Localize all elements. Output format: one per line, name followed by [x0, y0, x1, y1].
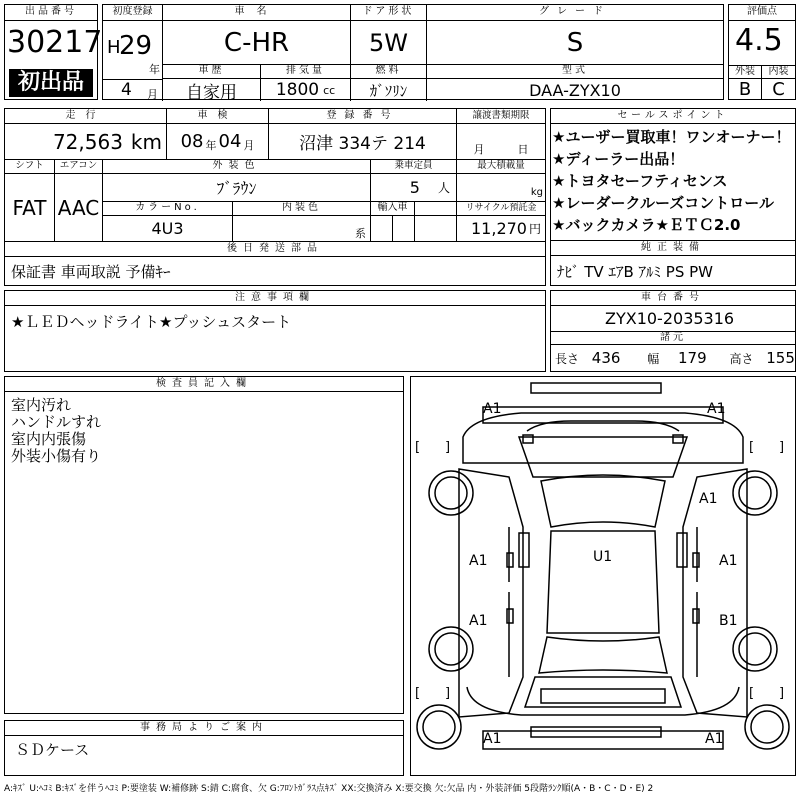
int-color-unit: 系	[355, 226, 366, 240]
recycle-label: リサイクル預託金	[457, 202, 545, 216]
office-note: ＳＤケース	[15, 741, 90, 759]
length-label: 長さ	[555, 352, 580, 366]
svg-text:]: ]	[779, 686, 785, 701]
model: DAA-ZYX10	[529, 80, 621, 100]
damage-mark: A1	[707, 401, 726, 417]
car-name: C-HR	[163, 21, 351, 65]
sales-points-box	[550, 108, 796, 241]
main-header-box	[102, 4, 724, 100]
reg-year-unit: 年	[149, 63, 160, 76]
int-label: 内装	[762, 65, 795, 79]
score-box	[728, 4, 796, 100]
width: 179	[678, 349, 707, 367]
plate-label: 登録番号	[269, 109, 457, 124]
mileage: 72,563	[52, 129, 123, 154]
damage-mark: U1	[593, 549, 613, 565]
inspection-month-unit: 月	[243, 138, 255, 152]
reg-month-unit: 月	[147, 88, 158, 101]
recycle: 11,270	[471, 219, 527, 238]
capacity-cell	[371, 174, 457, 202]
capacity-label: 乗車定員	[371, 160, 457, 174]
mileage-cell	[5, 124, 167, 160]
sales-point-item: ★ディーラー出品！	[552, 150, 685, 168]
score: 4.5	[735, 23, 783, 58]
reg-month-cell	[103, 79, 163, 101]
car-diagram-box	[410, 376, 796, 776]
name-label: 車名	[163, 5, 351, 21]
equipment-label: 純正装備	[551, 241, 795, 256]
displacement: 1800	[275, 80, 320, 100]
history-label: 車歴	[163, 65, 261, 79]
inspector-label: 検査員記入欄	[5, 377, 403, 392]
load-cell	[457, 174, 545, 202]
model-label: 型式	[427, 65, 723, 79]
recycle-unit: 円	[528, 222, 541, 236]
door-type: 5W	[351, 21, 427, 65]
lot-number: 30217	[7, 25, 103, 60]
int-rating: C	[772, 79, 785, 99]
exterior-color: ﾌﾞﾗｳﾝ	[103, 174, 371, 202]
displacement-cell	[261, 79, 351, 101]
transfer-month-unit: 月	[473, 142, 485, 156]
chassis-box	[550, 290, 796, 372]
first-listing-badge: 初出品	[9, 69, 93, 97]
inspection-year-unit: 年	[205, 138, 217, 152]
mileage-unit: km	[130, 129, 162, 154]
color-no: 4U3	[103, 216, 233, 242]
caution-box	[4, 290, 546, 372]
damage-mark: A1	[705, 731, 724, 747]
svg-text:[: [	[749, 686, 755, 701]
height-label: 高さ	[729, 352, 754, 366]
caution: ★ＬＥＤヘッドライト★プッシュスタート	[11, 313, 292, 331]
import-label: 輸入車	[371, 202, 415, 216]
score-label: 評価点	[729, 5, 795, 21]
ext-label: 外装	[729, 65, 762, 79]
caution-label: 注意事項欄	[5, 291, 545, 306]
import-value-a	[371, 216, 393, 242]
later-parts: 保証書 車両取説 予備ｷｰ	[11, 263, 171, 281]
import-spacer	[415, 202, 457, 216]
svg-text:[: [	[749, 440, 755, 455]
shift: FAT	[5, 174, 55, 242]
width-label: 幅	[647, 352, 660, 366]
details-box	[4, 108, 546, 286]
svg-text:[: [	[415, 686, 421, 701]
inspector-line: ハンドルすれ	[11, 413, 102, 431]
lot-box	[4, 4, 103, 100]
damage-mark: A1	[483, 731, 502, 747]
load-label: 最大積載量	[457, 160, 545, 174]
fuel: ｶﾞｿﾘﾝ	[351, 79, 427, 101]
first-reg-label: 初度登録	[103, 5, 163, 21]
transfer-day-unit: 日	[517, 142, 529, 156]
svg-text:[: [	[415, 440, 421, 455]
car-diagram	[411, 377, 795, 775]
sales-point-item: ★レーダークルーズコントロール	[552, 194, 774, 212]
import-value-c	[415, 216, 457, 242]
inspector-box	[4, 376, 404, 714]
capacity: 5	[409, 178, 420, 197]
inspection-year: 08	[180, 131, 204, 152]
legend: A:ｷｽﾞ U:ﾍｺﾐ B:ｷｽﾞを伴うﾍｺﾐ P:要塗装 W:補修跡 S:錆 C:腐食、欠 G:ﾌﾛﾝﾄｶﾞﾗｽ点ｷｽﾞ XX:交換済み X:要交換 欠:欠品 内・外装評価 5段階ﾗﾝｸ順(A・B・C・D・E) 2	[4, 784, 654, 794]
damage-mark: A1	[483, 401, 502, 417]
capacity-unit: 人	[437, 181, 450, 195]
fuel-label: 燃料	[351, 65, 427, 79]
inspection-label: 車検	[167, 109, 269, 124]
inspection-month: 04	[218, 131, 242, 152]
reg-year: 29	[119, 31, 153, 61]
import-value-b	[393, 216, 415, 242]
damage-mark: B1	[719, 613, 738, 629]
svg-text:]: ]	[779, 440, 785, 455]
door-label: ドア形状	[351, 5, 427, 21]
sales-points-list	[552, 126, 790, 236]
damage-mark: A1	[469, 613, 488, 629]
color-label: 外装色	[103, 160, 371, 174]
svg-text:]: ]	[445, 686, 451, 701]
inspector-line: 室内汚れ	[11, 396, 72, 414]
later-label: 後日発送部品	[5, 242, 545, 257]
dims-row	[555, 349, 795, 367]
dims-label: 諸元	[551, 331, 795, 345]
inspector-notes	[11, 397, 101, 465]
int-color-cell	[233, 216, 371, 242]
office-label: 事務局よりご案内	[5, 721, 403, 736]
grade-label: グレード	[427, 5, 723, 21]
damage-mark: A1	[469, 553, 488, 569]
lot-label: 出品番号	[5, 5, 97, 21]
transfer-cell	[457, 124, 545, 160]
ac: AAC	[55, 174, 103, 242]
displacement-label: 排気量	[261, 65, 351, 79]
era: H	[107, 37, 121, 58]
inspection-cell	[167, 124, 269, 160]
plate-number: 沼津 334テ 214	[269, 124, 457, 160]
sales-point-item: ★トヨタセーフティセンス	[552, 172, 728, 190]
recycle-cell	[457, 216, 545, 242]
damage-mark: A1	[699, 491, 718, 507]
equipment: ﾅﾋﾞ TV ｴｱB ｱﾙﾐ PS PW	[557, 263, 713, 281]
load-unit: kg	[530, 187, 543, 198]
displacement-unit: cc	[323, 83, 336, 97]
height: 155	[766, 349, 795, 367]
grade: S	[427, 21, 723, 65]
svg-text:]: ]	[445, 440, 451, 455]
inspector-line: 室内内張傷	[11, 430, 87, 448]
transfer-label: 譲渡書類期限	[457, 109, 545, 124]
mileage-label: 走行	[5, 109, 167, 124]
color-no-label: カラーNo.	[103, 202, 233, 216]
shift-label: シフト	[5, 160, 55, 174]
int-color-label: 内装色	[233, 202, 371, 216]
damage-mark: A1	[719, 553, 738, 569]
chassis-number: ZYX10-2035316	[605, 309, 735, 328]
sales-point-item: ★バックカメラ★ＥＴＣ2.0	[552, 216, 741, 234]
inspector-line: 外装小傷有り	[11, 447, 102, 465]
reg-month: 4	[121, 80, 132, 100]
chassis-label: 車台番号	[551, 291, 795, 306]
equipment-box	[550, 241, 796, 286]
office-box	[4, 720, 404, 776]
ext-rating: B	[729, 79, 762, 99]
sales-point-item: ★ユーザー買取車！ワンオーナー！	[552, 128, 791, 146]
ac-label: エアコン	[55, 160, 103, 174]
history: 自家用	[163, 79, 261, 101]
length: 436	[591, 349, 621, 367]
sales-points-label: セールスポイント	[551, 109, 795, 124]
